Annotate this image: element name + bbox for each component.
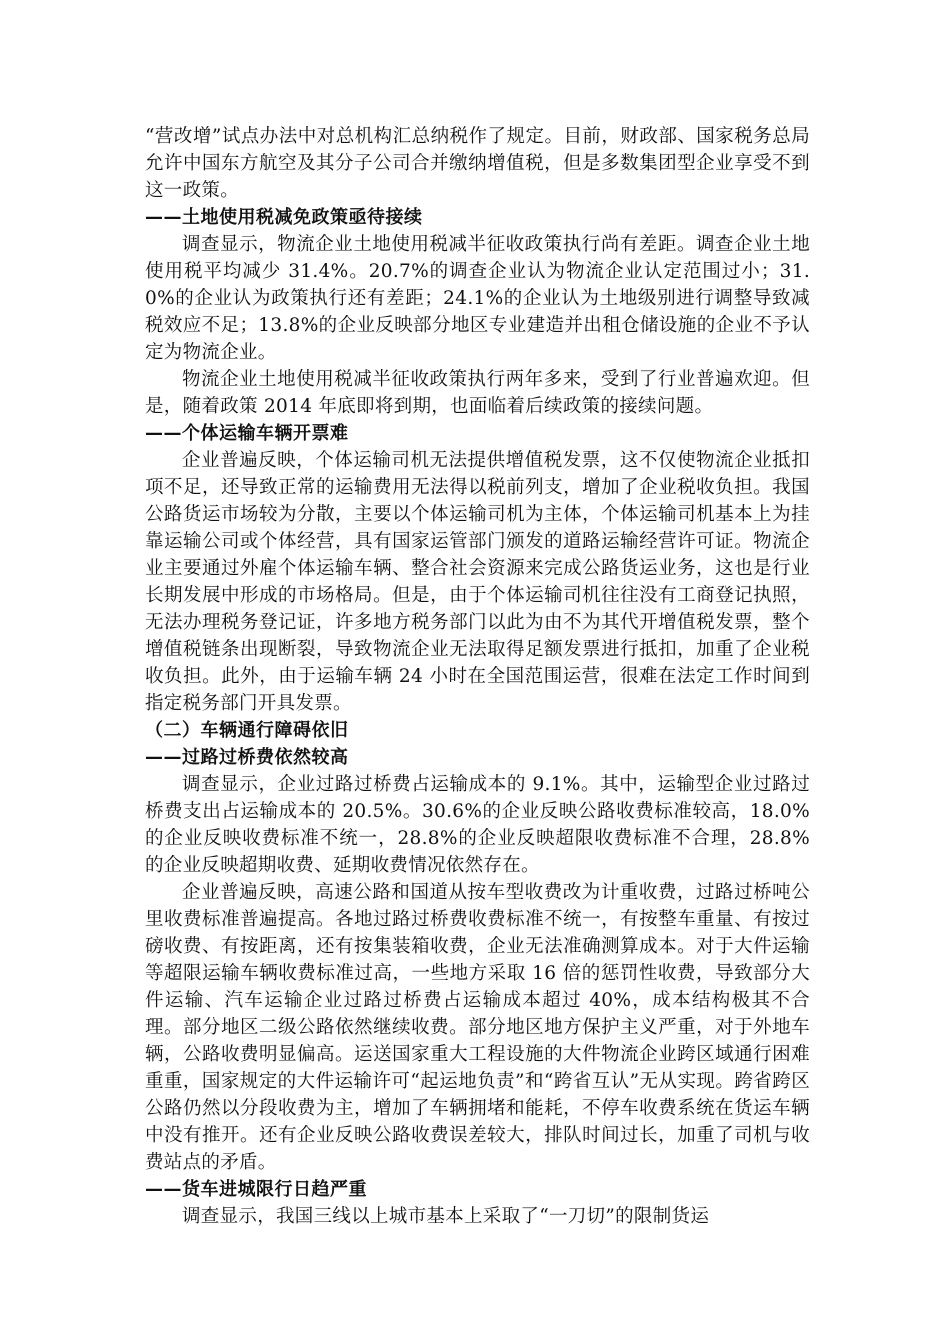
section-heading: ——过路过桥费依然较高 (145, 747, 349, 768)
paragraph: 调查显示，我国三线以上城市基本上采取了“一刀切”的限制货运 (182, 1206, 710, 1227)
paragraph: 调查显示，物流企业土地使用税减半征收政策执行尚有差距。调查企业土地使用税平均减少 31.4%。20.7%的调查企业认为物流企业认定范围过小；31.0%的企业认为政策执行还有差距；24.1%的企业认为土地级别进行调整导致减税效应不足；13.8%的企业反映部分地区专业建造并出租仓储设施的企业不予认定为物流企业。 (145, 234, 810, 363)
section-heading: ——个体运输车辆开票难 (145, 423, 349, 444)
section-heading: ——土地使用税减免政策亟待接续 (145, 207, 423, 228)
paragraph: 企业普遍反映，个体运输司机无法提供增值税发票，这不仅使物流企业抵扣项不足，还导致正常的运输费用无法得以税前列支，增加了企业税收负担。我国公路货运市场较为分散，主要以个体运输司机为主体，个体运输司机基本上为挂靠运输公司或个体经营，具有国家运管部门颁发的道路运输经营许可证。物流企业主要通过外雇个体运输车辆、整合社会资源来完成公路货运业务，这也是行业长期发展中形成的市场格局。但是，由于个体运输司机往往没有工商登记执照，无法办理税务登记证，许多地方税务部门以此为由不为其代开增值税发票，整个增值税链条出现断裂，导致物流企业无法取得足额发票进行抵扣，加重了企业税收负担。此外，由于运输车辆 24 小时在全国范围运营，很难在法定工作时间到指定税务部门开具发票。 (145, 450, 810, 714)
paragraph: “营改增”试点办法中对总机构汇总纳税作了规定。目前，财政部、国家税务总局允许中国东方航空及其分子公司合并缴纳增值税，但是多数集团型企业享受不到这一政策。 (145, 126, 810, 201)
paragraph: 企业普遍反映，高速公路和国道从按车型收费改为计重收费，过路过桥吨公里收费标准普遍提高。各地过路过桥费收费标准不统一，有按整车重量、有按过磅收费、有按距离，还有按集装箱收费，企业无法准确测算成本。对于大件运输等超限运输车辆收费标准过高，一些地方采取 16 倍的惩罚性收费，导致部分大件运输、汽车运输企业过路过桥费占运输成本超过 40%，成本结构极其不合理。部分地区二级公路依然继续收费。部分地区地方保护主义严重，对于外地车辆，公路收费明显偏高。运送国家重大工程设施的大件物流企业跨区域通行困难重重，国家规定的大件运输许可“起运地负责”和“跨省互认”无从实现。跨省跨区公路仍然以分段收费为主，增加了车辆拥堵和能耗，不停车收费系统在货运车辆中没有推开。还有企业反映公路收费误差较大，排队时间过长，加重了司机与收费站点的矛盾。 (145, 882, 810, 1173)
section-heading: ——货车进城限行日趋严重 (145, 1179, 367, 1200)
document-page (145, 123, 810, 1230)
paragraph: 物流企业土地使用税减半征收政策执行两年多来，受到了行业普遍欢迎。但是，随着政策 2014 年底即将到期，也面临着后续政策的接续问题。 (145, 369, 810, 417)
paragraph: 调查显示，企业过路过桥费占运输成本的 9.1%。其中，运输型企业过路过桥费支出占运输成本的 20.5%。30.6%的企业反映公路收费标准较高，18.0%的企业反映收费标准不统一，28.8%的企业反映超限收费标准不合理，28.8%的企业反映超期收费、延期收费情况依然存在。 (145, 774, 810, 876)
chapter-heading: （二）车辆通行障碍依旧 (145, 720, 349, 741)
